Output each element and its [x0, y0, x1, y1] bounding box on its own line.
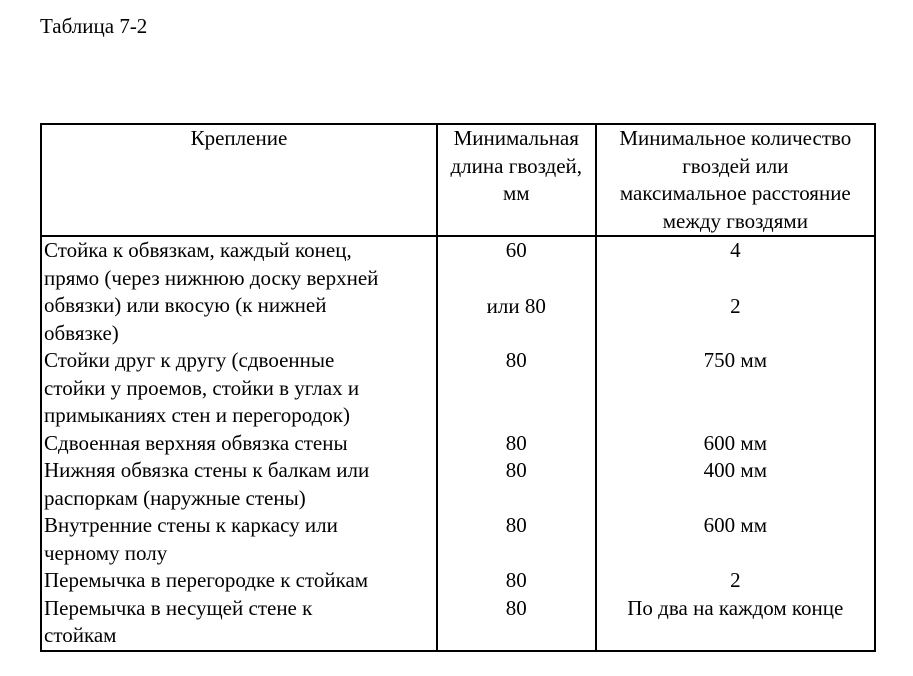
table-header: [41, 124, 875, 236]
header-line: между гвоздями: [662, 208, 808, 233]
header-line: максимальное расстояние: [619, 181, 851, 205]
cell-length: 80: [437, 347, 596, 430]
header-line: Минимальное количество: [619, 126, 852, 150]
table-row: [41, 430, 875, 458]
cell-fastening: [41, 457, 437, 512]
table-row: [41, 236, 875, 347]
cell-line: обвязки) или вкосую (к нижней: [44, 293, 327, 317]
cell-line: черному полу: [44, 540, 168, 565]
cell-line: Стойки друг к другу (сдвоенные: [44, 348, 335, 372]
table-row: [41, 512, 875, 567]
cell-length: 80: [437, 595, 596, 651]
cell-line: стойкам: [44, 623, 117, 647]
cell-fastening: [41, 347, 437, 430]
header-row: [41, 124, 875, 236]
header-line: длина гвоздей,: [450, 153, 583, 178]
nailing-table: [40, 123, 876, 652]
cell-line: Нижняя обвязка стены к балкам или: [44, 458, 370, 482]
cell-line: или 80: [486, 293, 546, 318]
cell-line: распоркам (наружные стены): [44, 485, 306, 510]
cell-quantity: 600 мм: [703, 513, 767, 537]
cell-quantity: По два на каждом конце: [627, 595, 844, 620]
header-nail-length: [437, 124, 596, 236]
table-row: [41, 567, 875, 595]
cell-fastening: [41, 512, 437, 567]
cell-quantity: 750 мм: [703, 348, 767, 372]
header-quantity: [596, 124, 875, 236]
table-caption: Таблица 7-2: [40, 14, 148, 38]
cell-quantity: [596, 236, 875, 347]
header-fastening-text: Крепление: [190, 126, 288, 150]
table-body: [41, 236, 875, 651]
cell-line: 60: [505, 238, 527, 262]
cell-quantity: 2: [730, 568, 741, 592]
header-line: мм: [502, 181, 530, 205]
cell-line: Внутренние стены к каркасу или: [44, 513, 338, 537]
table-row: [41, 457, 875, 512]
cell-length: 80: [437, 512, 596, 567]
cell-line: прямо (через нижнюю доску верхней: [44, 265, 379, 290]
cell-quantity: 600 мм: [703, 430, 767, 455]
cell-fastening: [41, 430, 437, 458]
cell-line: Перемычка в перегородке к стойкам: [44, 568, 369, 592]
cell-length: 80: [437, 430, 596, 458]
table-row: [41, 595, 875, 651]
cell-line: Сдвоенная верхняя обвязка стены: [44, 430, 348, 455]
cell-quantity: 400 мм: [703, 458, 767, 482]
cell-length: 80: [437, 567, 596, 595]
cell-length: 80: [437, 457, 596, 512]
cell-fastening: [41, 595, 437, 651]
header-fastening: [41, 124, 437, 236]
cell-line: 4: [730, 238, 741, 262]
cell-spacer: [599, 265, 872, 293]
cell-fastening: [41, 236, 437, 347]
cell-line: примыканиях стен и перегородок): [44, 403, 351, 427]
table-row: [41, 347, 875, 430]
cell-spacer: [440, 265, 593, 293]
header-line: гвоздей или: [682, 153, 789, 178]
cell-line: Перемычка в несущей стене к: [44, 595, 313, 620]
header-line: Минимальная: [453, 126, 579, 150]
cell-line: стойки у проемов, стойки в углах и: [44, 375, 360, 400]
cell-line: обвязке): [44, 320, 119, 345]
cell-line: 2: [730, 293, 741, 318]
cell-fastening: [41, 567, 437, 595]
cell-line: Стойка к обвязкам, каждый конец,: [44, 238, 352, 262]
cell-length: [437, 236, 596, 347]
